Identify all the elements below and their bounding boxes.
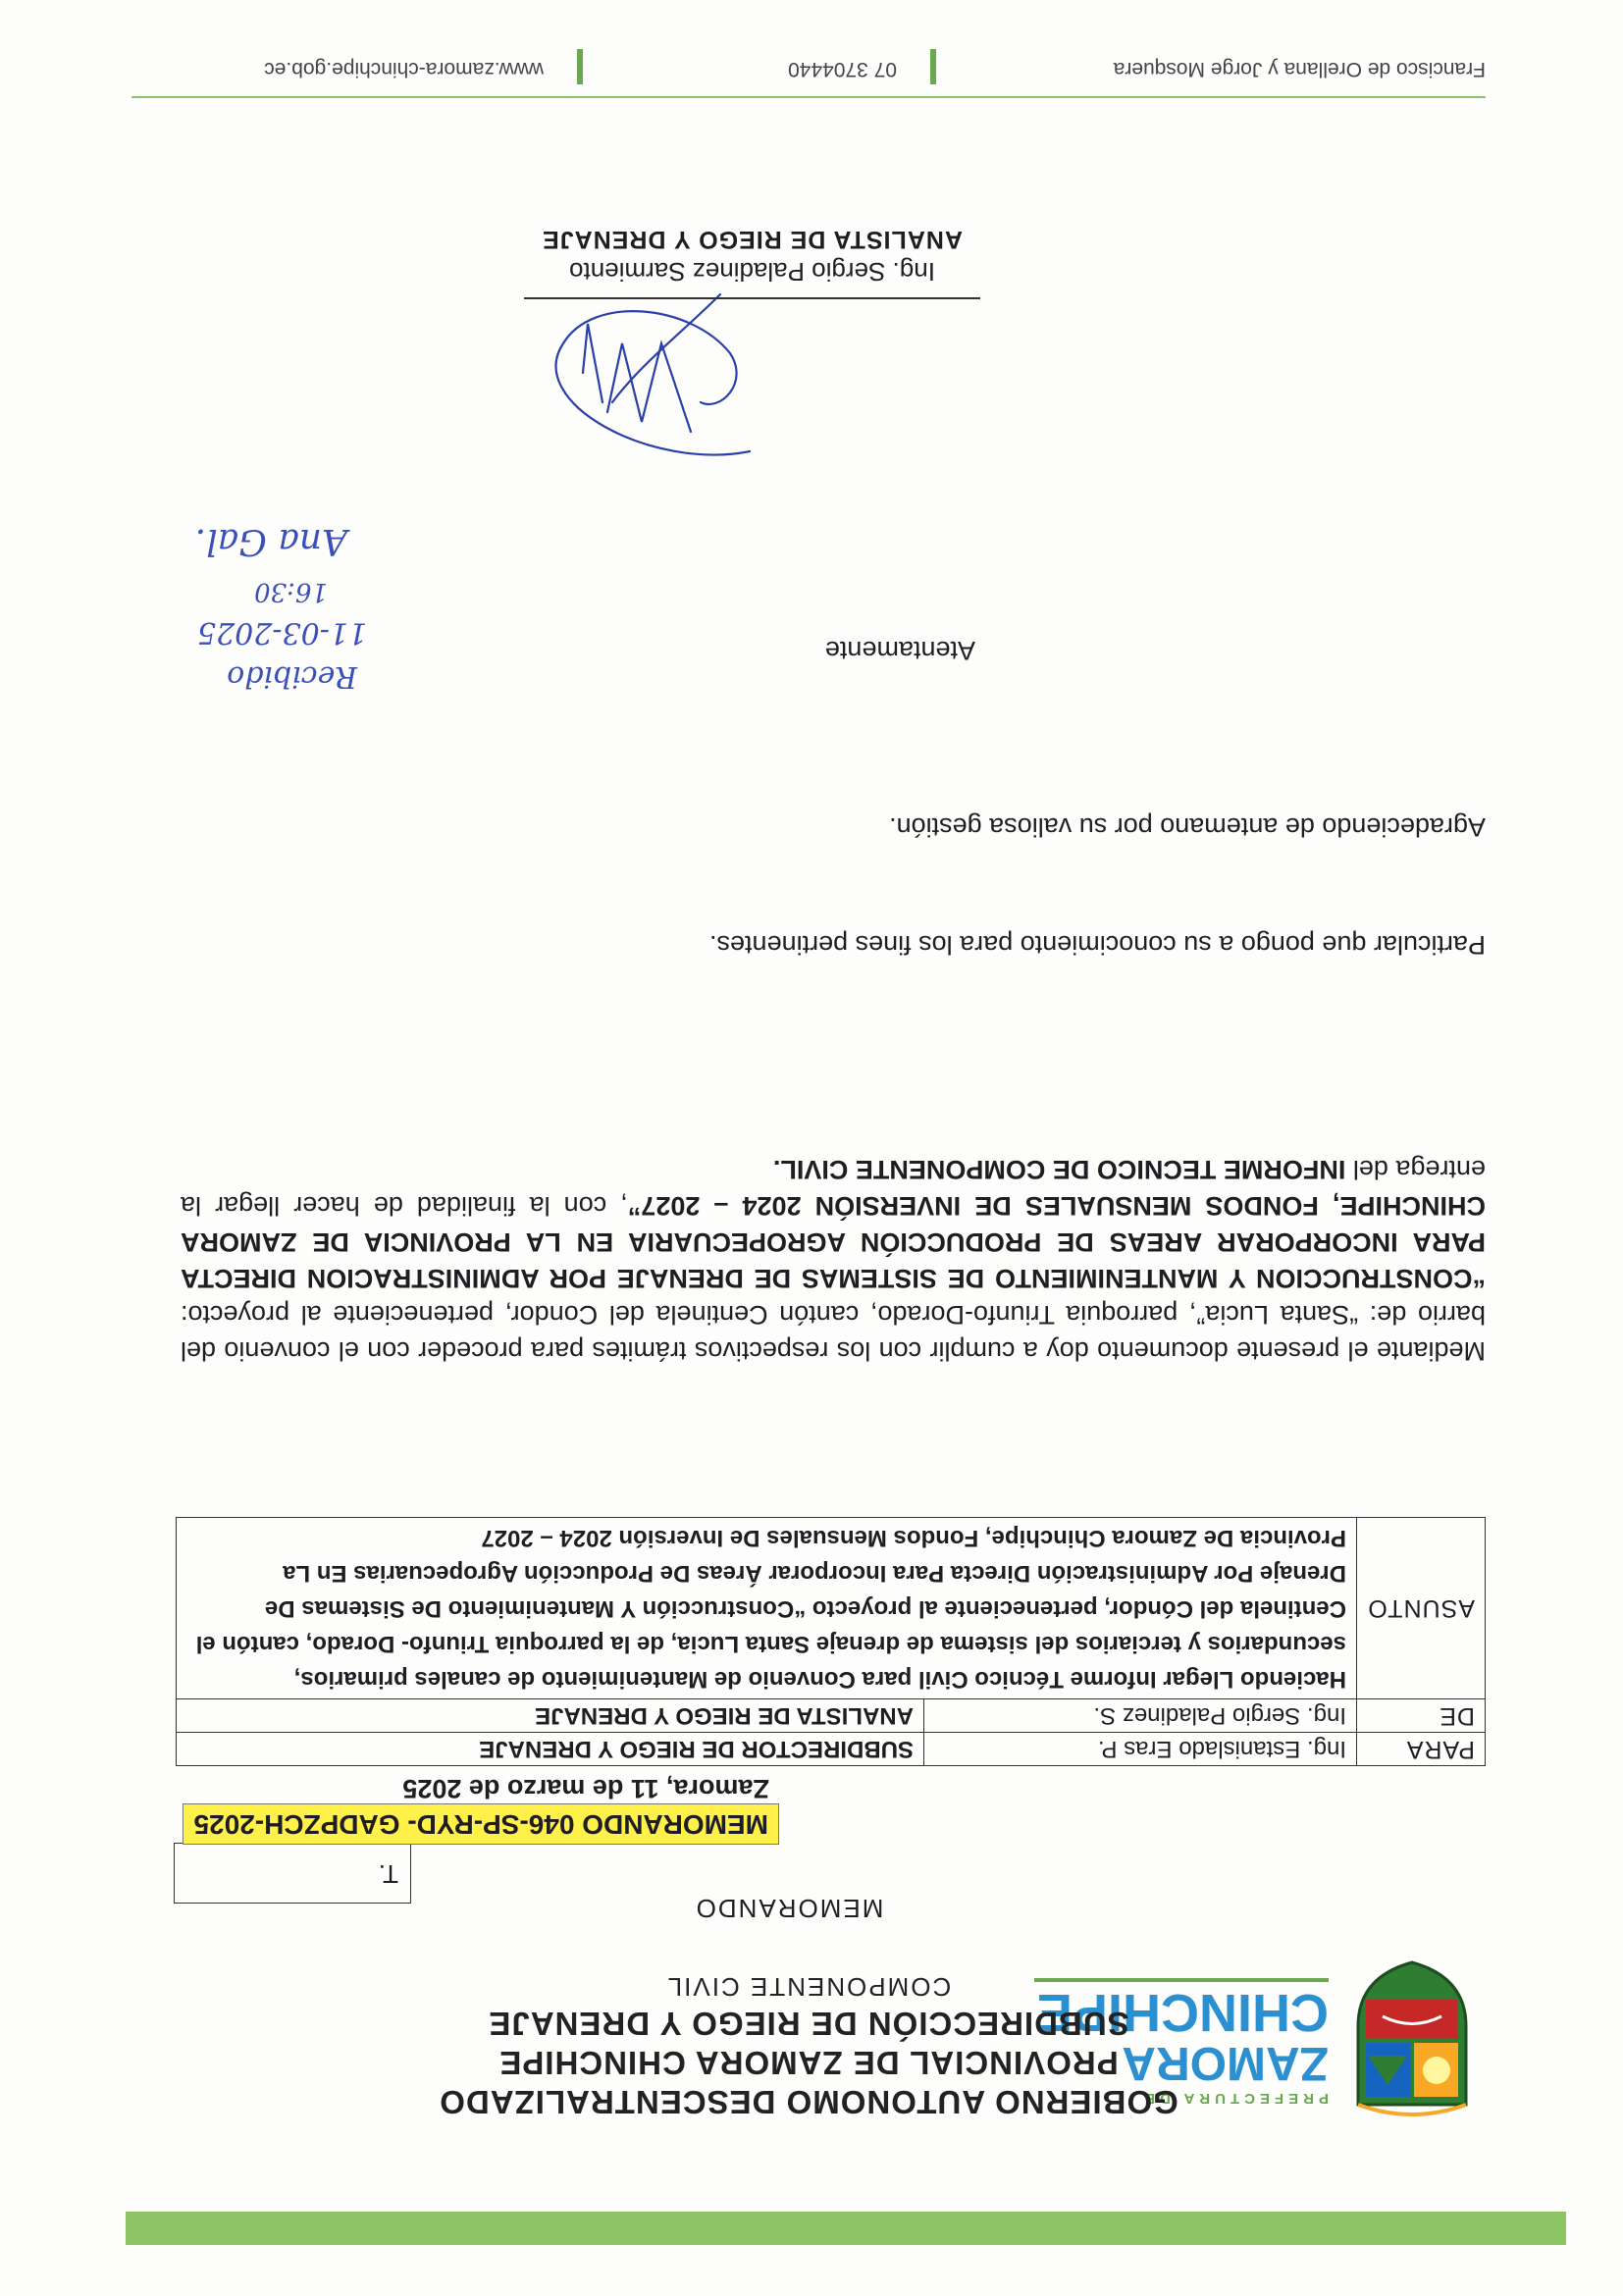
footer-separator xyxy=(930,49,936,84)
memo-number: MEMORANDO 046-SP-RYD- GADPZCH-2025 xyxy=(183,1803,780,1845)
received-time: 16:30 xyxy=(254,577,328,606)
logo-prefix: PREFECTURA DE xyxy=(1140,2090,1329,2107)
received-date: 11-03-2025 xyxy=(197,615,367,650)
memo-paragraph: Agradeciendo de antemano por su valiosa gestión. xyxy=(889,812,1486,842)
memo-date: Zamora, 11 de marzo de 2025 xyxy=(402,1774,769,1803)
logo-line-zamora: ZAMORA xyxy=(1122,2037,1329,2089)
de-label: DE xyxy=(1357,1699,1486,1733)
document-type: MEMORANDO xyxy=(694,1894,884,1923)
logo-line-chinchipe: CHINCHIPE xyxy=(1036,1983,1329,2042)
footer-rule xyxy=(131,96,1486,98)
institution-line: GOBIERNO AUTONOMO DESCENTRALIZADO xyxy=(439,2084,1178,2120)
table-row xyxy=(177,1518,1486,1699)
de-name: Ing. Sergio Paladinez S. xyxy=(924,1699,1357,1733)
header-green-band xyxy=(126,2212,1566,2245)
footer-address: Francisco de Orellana y Jorge Mosquera xyxy=(1113,58,1486,80)
received-word: Recibido xyxy=(227,659,357,694)
institution-line: SUBDIRECCIÓN DE RIEGO Y DRENAJE xyxy=(488,2006,1129,2042)
signature-line xyxy=(524,297,980,299)
para-role: SUBDIRECTOR DE RIEGO Y DRENAJE xyxy=(177,1733,924,1766)
signer-role: ANALISTA DE RIEGO Y DRENAJE xyxy=(542,226,963,253)
body-text: Mediante el presente documento doy a cumplir con los respectivos trámites para proceder con el convenio del barrio de: “Santa Lucia”, parroquia Triunfo-Dorado, cantón Centinela del Condor, perteneciente al proyecto: xyxy=(181,1300,1486,1366)
footer-phone: 07 3704440 xyxy=(788,58,897,80)
component-label: COMPONENTE CIVIL xyxy=(665,1972,952,2002)
body-text: , con la finalidad de hacer llegar la entrega del xyxy=(181,1155,1486,1221)
handwritten-signature xyxy=(514,275,809,491)
report-name: INFORME TECNICO DE COMPONENTE CIVIL. xyxy=(772,1155,1346,1184)
institution-line: PROVINCIAL DE ZAMORA CHINCHIPE xyxy=(498,2045,1119,2081)
provincial-seal-icon xyxy=(1338,1957,1486,2124)
project-name: “CONSTRUCCION Y MANTENIMIENTO DE SISTEMAS DE DRENAJE POR ADMINISTRACION DIRECTA PARA INCORPORAR AREAS DE PRODUCCIÓN AGROPECUARIA EN LA PROVINCIA DE ZAMORA CHINCHIPE, FONDOS MENSUALES DE INVERSIÓN 2024 – 2027” xyxy=(181,1191,1486,1293)
asunto-label: ASUNTO xyxy=(1357,1518,1486,1699)
tracking-label: T. xyxy=(378,1859,398,1889)
footer-website: www.zamora-chinchipe.gob.ec xyxy=(264,58,544,80)
signer-name: Ing. Sergio Paladinez Sarmiento xyxy=(569,257,935,287)
tracking-box xyxy=(174,1843,411,1904)
table-row xyxy=(177,1699,1486,1733)
received-initials: Ana Gal. xyxy=(194,521,347,561)
de-role: ANALISTA DE RIEGO Y DRENAJE xyxy=(177,1699,924,1733)
para-label: PARA xyxy=(1357,1733,1486,1766)
footer-separator xyxy=(577,49,583,84)
institution-header xyxy=(387,1970,1230,2121)
footer xyxy=(131,47,1486,86)
table-row xyxy=(177,1733,1486,1766)
para-name: Ing. Estanislado Eras P. xyxy=(924,1733,1357,1766)
asunto-text: Haciendo Llegar Informe Técnico Civil para Convenio de Mantenimiento de canales primarios, secundarios y terciarios del sistema de drenaje Santa Lucia, de la parroquia Triunfo- Dorado, cantón el Centinela del Cóndor, perteneciente al proyecto “Construcción Y Mantenimiento De Sistemas De Drenaje Por Administración Directa Para Incorporar Áreas De Producción Agropecuarias En La Provincia De Zamora Chinchipe, Fondos Mensuales De Inversión 2024 – 2027 xyxy=(177,1518,1357,1699)
received-handwritten-note xyxy=(122,510,377,706)
memo-paragraph: Particular que pongo a su conocimiento para los fines pertinentes. xyxy=(709,930,1486,960)
memo-body-paragraph xyxy=(181,1151,1486,1369)
closing-salutation: Atentamente xyxy=(824,636,975,665)
memo-header-table xyxy=(176,1517,1486,1766)
